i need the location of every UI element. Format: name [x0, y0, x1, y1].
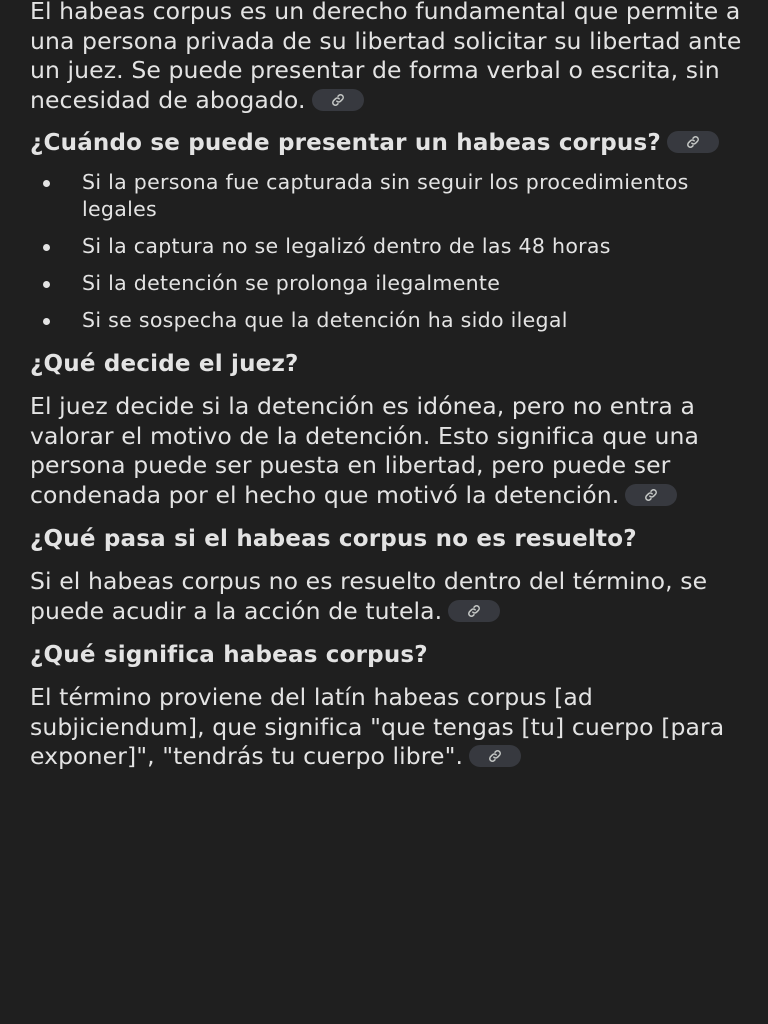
bullet-dot — [43, 281, 50, 288]
bullet-list — [30, 169, 742, 334]
link-icon — [467, 604, 481, 618]
judge-text: El juez decide si la detención es idónea, pero no entra a valorar el motivo de la detención. Esto significa que una persona puede ser puesta en libertad, pero puede ser condenada por el hecho que motivó la detención. — [30, 392, 699, 509]
judge-paragraph — [30, 392, 742, 510]
bullet-dot — [43, 318, 50, 325]
intro-paragraph — [30, 0, 742, 115]
source-link-chip[interactable] — [448, 600, 500, 622]
list-item-text: Si se sospecha que la detención ha sido ilegal — [82, 308, 568, 332]
list-item — [30, 169, 742, 223]
list-item — [30, 233, 742, 260]
link-icon — [686, 135, 700, 149]
source-link-chip[interactable] — [667, 131, 719, 153]
bullet-dot — [43, 180, 50, 187]
meaning-text: El término proviene del latín habeas corpus [ad subjiciendum], que significa "que tengas [tu] cuerpo [para exponer]", "tendrás tu cuerpo libre". — [30, 683, 725, 770]
unresolved-paragraph — [30, 567, 742, 626]
list-item-text: Si la detención se prolonga ilegalmente — [82, 271, 501, 295]
bullet-dot — [43, 244, 50, 251]
meaning-paragraph — [30, 683, 742, 772]
section-heading-when — [30, 128, 742, 159]
list-item-text: Si la persona fue capturada sin seguir los procedimientos legales — [82, 170, 689, 221]
source-link-chip[interactable] — [625, 484, 677, 506]
source-link-chip[interactable] — [469, 745, 521, 767]
section-heading-judge: ¿Qué decide el juez? — [30, 351, 299, 377]
list-item — [30, 307, 742, 334]
link-icon — [331, 93, 345, 107]
section-heading-unresolved: ¿Qué pasa si el habeas corpus no es resuelto? — [30, 526, 637, 552]
source-link-chip[interactable] — [312, 89, 364, 111]
list-item-text: Si la captura no se legalizó dentro de las 48 horas — [82, 234, 611, 258]
link-icon — [644, 488, 658, 502]
intro-text: El habeas corpus es un derecho fundamental que permite a una persona privada de su libertad solicitar su libertad ante un juez. Se puede presentar de forma verbal o escrita, sin necesidad de abogado. — [30, 0, 742, 114]
section-heading-meaning: ¿Qué significa habeas corpus? — [30, 642, 428, 668]
unresolved-text: Si el habeas corpus no es resuelto dentro del término, se puede acudir a la acción de tutela. — [30, 567, 708, 625]
section-heading-when-text: ¿Cuándo se puede presentar un habeas corpus? — [30, 130, 661, 156]
link-icon — [488, 749, 502, 763]
list-item — [30, 270, 742, 297]
answer-content — [30, 0, 742, 772]
